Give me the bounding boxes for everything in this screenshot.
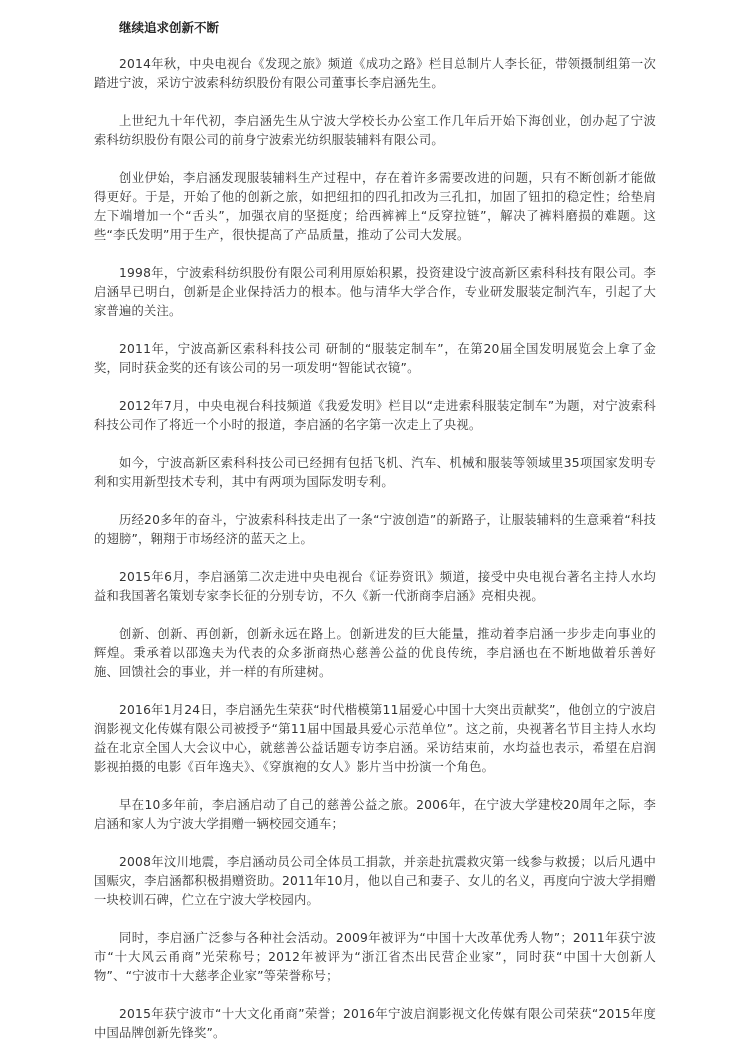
paragraph: 2012年7月，中央电视台科技频道《我爱发明》栏目以“走进索科服装定制车”为题，对宁波索科科技公司作了将近一个小时的报道，李启涵的名字第一次走上了央视。: [94, 399, 656, 432]
paragraph: 2008年汶川地震，李启涵动员公司全体员工捐款，并亲赴抗震救灾第一线参与救援；以后凡遇中国赈灾，李启涵都积极捐赠资助。2011年10月，他以自己和妻子、女儿的名义，再度向宁波大学捐赠一块校训石碑，伫立在宁波大学校园内。: [94, 855, 656, 907]
paragraph: 1998年，宁波索科纺织股份有限公司利用原始积累，投资建设宁波高新区索科科技有限公司。李启涵早已明白，创新是企业保持活力的根本。他与清华大学合作，专业研发服装定制汽车，引起了大家普遍的关注。: [94, 266, 656, 318]
paragraph: 同时，李启涵广泛参与各种社会活动。2009年被评为“中国十大改革优秀人物”；2011年获宁波市“十大风云甬商”光荣称号；2012年被评为“浙江省杰出民营企业家”，同时获“中国十大创新人物”、“宁波市十大慈孝企业家”等荣誉称号；: [94, 931, 656, 983]
paragraph: 2011年，宁波高新区索科科技公司 研制的“服装定制车”，在第20届全国发明展览会上拿了金奖，同时获金奖的还有该公司的另一项发明“智能试衣镜”。: [94, 342, 656, 375]
paragraph: 创新、创新、再创新，创新永远在路上。创新进发的巨大能量，推动着李启涵一步步走向事业的辉煌。秉承着以邵逸夫为代表的众多浙商热心慈善公益的优良传统，李启涵也在不断地做着乐善好施、回馈社会的事业，并一样的有所建树。: [94, 627, 656, 679]
paragraph: 如今，宁波高新区索科科技公司已经拥有包括飞机、汽车、机械和服装等领域里35项国家发明专利和实用新型技术专利，其中有两项为国际发明专利。: [94, 456, 656, 489]
article-title: 继续追求创新不断: [119, 20, 220, 35]
paragraph: 2014年秋，中央电视台《发现之旅》频道《成功之路》栏目总制片人李长征，带领摄制组第一次踏进宁波，采访宁波索科纺织股份有限公司董事长李启涵先生。: [94, 57, 656, 90]
paragraph: 创业伊始，李启涵发现服装辅料生产过程中，存在着许多需要改进的问题，只有不断创新才能做得更好。于是，开始了他的创新之旅，如把纽扣的四孔扣改为三孔扣，加固了钮扣的稳定性；给垫肩左下端增加一个“舌头”，加强衣肩的坚挺度；给西裤裤上“反穿拉链”，解决了裤料磨损的难题。这些“李氏发明”用于生产，很快提高了产品质量，推动了公司大发展。: [94, 171, 656, 242]
paragraph: 2016年1月24日，李启涵先生荣获“时代楷模第11届爱心中国十大突出贡献奖”，他创立的宁波启润影视文化传媒有限公司被授予“第11届中国最具爱心示范单位”。这之前，央视著名节目主持人水均益在北京全国人大会议中心，就慈善公益话题专访李启涵。采访结束前，水均益也表示，希望在启润影视拍摄的电影《百年逸夫》、《穿旗袍的女人》影片当中扮演一个角色。: [94, 703, 656, 774]
paragraph: 上世纪九十年代初，李启涵先生从宁波大学校长办公室工作几年后开始下海创业，创办起了宁波索科纺织股份有限公司的前身宁波索光纺织服装辅料有限公司。: [94, 114, 656, 147]
paragraph: 2015年6月，李启涵第二次走进中央电视台《证券资讯》频道，接受中央电视台著名主持人水均益和我国著名策划专家李长征的分别专访，不久《新一代浙商李启涵》亮相央视。: [94, 570, 656, 603]
paragraph: 早在10多年前，李启涵启动了自己的慈善公益之旅。2006年，在宁波大学建校20周年之际，李启涵和家人为宁波大学捐赠一辆校园交通车；: [94, 798, 656, 831]
paragraph: 2015年获宁波市“十大文化甬商”荣誉；2016年宁波启润影视文化传媒有限公司荣获“2015年度中国品牌创新先锋奖”。: [94, 1007, 656, 1040]
paragraph: 历经20多年的奋斗，宁波索科科技走出了一条“宁波创造”的新路子，让服装辅料的生意乘着“科技的翅膀”，翱翔于市场经济的蓝天之上。: [94, 513, 656, 546]
